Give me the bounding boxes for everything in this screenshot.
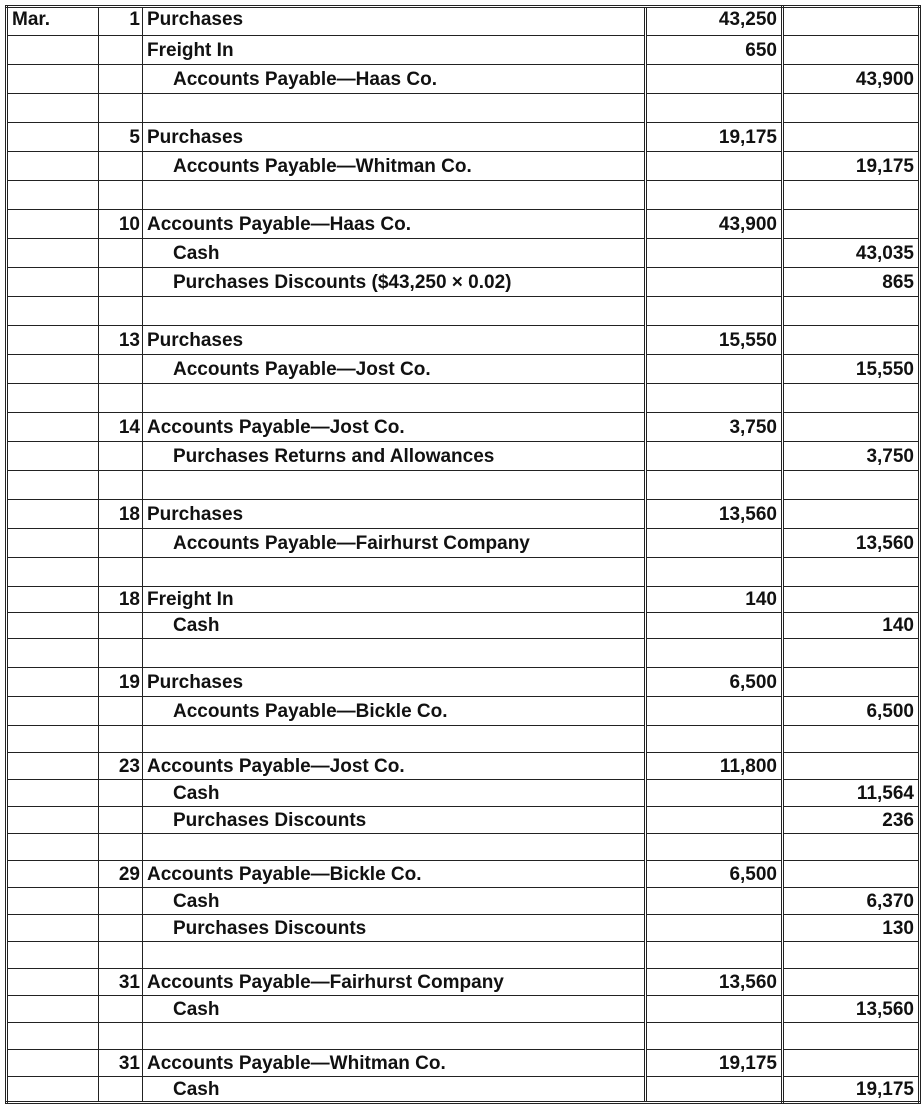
entry-day: [99, 697, 143, 726]
entry-day: [99, 94, 143, 123]
journal-row: [7, 780, 920, 807]
account-title: Purchases: [143, 123, 646, 152]
account-title: Purchases: [143, 500, 646, 529]
entry-day: [99, 888, 143, 915]
journal-row: [7, 639, 920, 668]
entry-day: [99, 152, 143, 181]
entry-month: [7, 297, 99, 326]
credit-amount: 19,175: [783, 152, 920, 181]
credit-amount: [783, 587, 920, 613]
debit-amount: 15,550: [646, 326, 783, 355]
debit-amount: [646, 384, 783, 413]
journal-row: [7, 152, 920, 181]
account-title: Freight In: [143, 587, 646, 613]
entry-day: [99, 639, 143, 668]
entry-month: [7, 94, 99, 123]
debit-amount: 3,750: [646, 413, 783, 442]
debit-amount: [646, 915, 783, 942]
credit-amount: 3,750: [783, 442, 920, 471]
entry-month: [7, 500, 99, 529]
credit-amount: [783, 384, 920, 413]
debit-amount: [646, 181, 783, 210]
entry-day: 5: [99, 123, 143, 152]
account-title: Accounts Payable—Bickle Co.: [143, 697, 646, 726]
credit-amount: 130: [783, 915, 920, 942]
debit-amount: [646, 529, 783, 558]
debit-amount: 43,250: [646, 7, 783, 36]
account-title: [143, 942, 646, 969]
journal-row: [7, 123, 920, 152]
journal-row: [7, 268, 920, 297]
credit-amount: 140: [783, 613, 920, 639]
credit-amount: [783, 123, 920, 152]
journal-row: [7, 239, 920, 268]
credit-amount: [783, 210, 920, 239]
journal-row: [7, 888, 920, 915]
credit-amount: [783, 94, 920, 123]
journal-table: [5, 5, 921, 1104]
journal-row: [7, 94, 920, 123]
entry-day: [99, 297, 143, 326]
debit-amount: [646, 697, 783, 726]
debit-amount: 11,800: [646, 753, 783, 780]
credit-amount: [783, 834, 920, 861]
entry-month: [7, 969, 99, 996]
entry-month: [7, 834, 99, 861]
debit-amount: [646, 268, 783, 297]
entry-day: [99, 942, 143, 969]
journal-row: [7, 697, 920, 726]
entry-month: [7, 587, 99, 613]
entry-month: [7, 613, 99, 639]
credit-amount: [783, 558, 920, 587]
account-title: Accounts Payable—Jost Co.: [143, 355, 646, 384]
entry-month: [7, 996, 99, 1023]
debit-amount: [646, 1077, 783, 1103]
credit-amount: [783, 726, 920, 753]
account-title: Cash: [143, 996, 646, 1023]
entry-day: [99, 65, 143, 94]
account-title: Accounts Payable—Whitman Co.: [143, 152, 646, 181]
journal-row: [7, 181, 920, 210]
entry-month: [7, 210, 99, 239]
account-title: [143, 558, 646, 587]
account-title: [143, 1023, 646, 1050]
debit-amount: [646, 297, 783, 326]
debit-amount: [646, 1023, 783, 1050]
credit-amount: [783, 1023, 920, 1050]
credit-amount: 43,900: [783, 65, 920, 94]
debit-amount: 140: [646, 587, 783, 613]
account-title: Purchases: [143, 668, 646, 697]
journal-row: [7, 1023, 920, 1050]
debit-amount: [646, 65, 783, 94]
account-title: Accounts Payable—Haas Co.: [143, 65, 646, 94]
debit-amount: [646, 639, 783, 668]
account-title: Freight In: [143, 36, 646, 65]
debit-amount: [646, 834, 783, 861]
entry-day: 23: [99, 753, 143, 780]
credit-amount: [783, 668, 920, 697]
account-title: [143, 297, 646, 326]
credit-amount: [783, 297, 920, 326]
debit-amount: [646, 442, 783, 471]
account-title: Cash: [143, 780, 646, 807]
journal-row: [7, 1050, 920, 1077]
credit-amount: 236: [783, 807, 920, 834]
debit-amount: [646, 239, 783, 268]
entry-month: [7, 65, 99, 94]
journal-row: [7, 668, 920, 697]
debit-amount: [646, 942, 783, 969]
account-title: Accounts Payable—Whitman Co.: [143, 1050, 646, 1077]
credit-amount: [783, 639, 920, 668]
entry-month: [7, 1077, 99, 1103]
entry-month: [7, 123, 99, 152]
account-title: Accounts Payable—Jost Co.: [143, 413, 646, 442]
entry-day: 14: [99, 413, 143, 442]
entry-month: [7, 326, 99, 355]
entry-day: [99, 780, 143, 807]
debit-amount: [646, 94, 783, 123]
credit-amount: [783, 181, 920, 210]
credit-amount: [783, 753, 920, 780]
debit-amount: 6,500: [646, 861, 783, 888]
credit-amount: [783, 471, 920, 500]
journal-row: [7, 587, 920, 613]
entry-month: [7, 181, 99, 210]
entry-day: 1: [99, 7, 143, 36]
entry-month: [7, 1023, 99, 1050]
entry-day: [99, 996, 143, 1023]
entry-day: 18: [99, 500, 143, 529]
debit-amount: 6,500: [646, 668, 783, 697]
credit-amount: [783, 36, 920, 65]
debit-amount: [646, 780, 783, 807]
journal-row: [7, 384, 920, 413]
entry-month: [7, 697, 99, 726]
entry-month: [7, 355, 99, 384]
credit-amount: [783, 413, 920, 442]
entry-month: Mar.: [7, 7, 99, 36]
entry-day: 10: [99, 210, 143, 239]
credit-amount: [783, 326, 920, 355]
account-title: Accounts Payable—Jost Co.: [143, 753, 646, 780]
account-title: Cash: [143, 613, 646, 639]
credit-amount: 11,564: [783, 780, 920, 807]
account-title: Accounts Payable—Fairhurst Company: [143, 529, 646, 558]
debit-amount: [646, 726, 783, 753]
journal-row: [7, 996, 920, 1023]
debit-amount: 13,560: [646, 969, 783, 996]
entry-day: [99, 807, 143, 834]
credit-amount: [783, 942, 920, 969]
journal-row: [7, 36, 920, 65]
credit-amount: 6,500: [783, 697, 920, 726]
entry-day: 13: [99, 326, 143, 355]
entry-day: [99, 355, 143, 384]
journal-row: [7, 753, 920, 780]
entry-day: [99, 558, 143, 587]
entry-day: [99, 239, 143, 268]
journal-row: [7, 442, 920, 471]
entry-month: [7, 942, 99, 969]
journal-row: [7, 326, 920, 355]
account-title: [143, 471, 646, 500]
journal-row: [7, 355, 920, 384]
journal-row: [7, 471, 920, 500]
entry-day: [99, 268, 143, 297]
debit-amount: [646, 152, 783, 181]
debit-amount: [646, 558, 783, 587]
journal-row: [7, 969, 920, 996]
account-title: Accounts Payable—Haas Co.: [143, 210, 646, 239]
entry-day: 31: [99, 1050, 143, 1077]
journal-row: [7, 7, 920, 36]
debit-amount: [646, 888, 783, 915]
account-title: Cash: [143, 1077, 646, 1103]
credit-amount: [783, 7, 920, 36]
entry-day: 19: [99, 668, 143, 697]
journal-row: [7, 1077, 920, 1103]
journal-row: [7, 726, 920, 753]
entry-day: [99, 726, 143, 753]
entry-month: [7, 753, 99, 780]
journal-row: [7, 529, 920, 558]
entry-month: [7, 239, 99, 268]
account-title: Purchases Discounts: [143, 915, 646, 942]
debit-amount: [646, 355, 783, 384]
debit-amount: [646, 613, 783, 639]
entry-day: [99, 1077, 143, 1103]
debit-amount: 19,175: [646, 123, 783, 152]
credit-amount: [783, 1050, 920, 1077]
journal-body: [7, 7, 920, 1103]
entry-month: [7, 152, 99, 181]
entry-month: [7, 726, 99, 753]
entry-day: 29: [99, 861, 143, 888]
account-title: [143, 726, 646, 753]
entry-day: [99, 442, 143, 471]
account-title: Purchases: [143, 326, 646, 355]
journal-row: [7, 807, 920, 834]
entry-month: [7, 915, 99, 942]
entry-day: [99, 471, 143, 500]
journal-row: [7, 297, 920, 326]
entry-day: [99, 1023, 143, 1050]
entry-day: [99, 181, 143, 210]
credit-amount: [783, 500, 920, 529]
credit-amount: 6,370: [783, 888, 920, 915]
account-title: [143, 94, 646, 123]
credit-amount: [783, 969, 920, 996]
journal-row: [7, 65, 920, 94]
entry-day: [99, 36, 143, 65]
entry-month: [7, 529, 99, 558]
account-title: Accounts Payable—Bickle Co.: [143, 861, 646, 888]
entry-month: [7, 36, 99, 65]
debit-amount: [646, 996, 783, 1023]
credit-amount: 19,175: [783, 1077, 920, 1103]
debit-amount: 650: [646, 36, 783, 65]
entry-month: [7, 807, 99, 834]
entry-day: 18: [99, 587, 143, 613]
journal-row: [7, 915, 920, 942]
entry-day: [99, 384, 143, 413]
credit-amount: 13,560: [783, 529, 920, 558]
debit-amount: [646, 807, 783, 834]
entry-month: [7, 413, 99, 442]
journal-row: [7, 210, 920, 239]
account-title: [143, 639, 646, 668]
account-title: Purchases Discounts: [143, 807, 646, 834]
entry-month: [7, 442, 99, 471]
journal-row: [7, 613, 920, 639]
credit-amount: 15,550: [783, 355, 920, 384]
account-title: Cash: [143, 888, 646, 915]
entry-month: [7, 888, 99, 915]
credit-amount: 865: [783, 268, 920, 297]
entry-day: [99, 915, 143, 942]
entry-month: [7, 639, 99, 668]
entry-month: [7, 384, 99, 413]
account-title: Purchases Discounts ($43,250 × 0.02): [143, 268, 646, 297]
account-title: Purchases: [143, 7, 646, 36]
debit-amount: 13,560: [646, 500, 783, 529]
debit-amount: 19,175: [646, 1050, 783, 1077]
journal-row: [7, 834, 920, 861]
entry-month: [7, 471, 99, 500]
entry-month: [7, 861, 99, 888]
account-title: Accounts Payable—Fairhurst Company: [143, 969, 646, 996]
entry-month: [7, 268, 99, 297]
journal-row: [7, 861, 920, 888]
account-title: Purchases Returns and Allowances: [143, 442, 646, 471]
credit-amount: 13,560: [783, 996, 920, 1023]
account-title: [143, 384, 646, 413]
journal-row: [7, 500, 920, 529]
journal-row: [7, 558, 920, 587]
account-title: [143, 834, 646, 861]
journal-row: [7, 413, 920, 442]
entry-day: [99, 613, 143, 639]
debit-amount: 43,900: [646, 210, 783, 239]
entry-month: [7, 558, 99, 587]
journal-row: [7, 942, 920, 969]
account-title: Cash: [143, 239, 646, 268]
entry-month: [7, 780, 99, 807]
entry-day: 31: [99, 969, 143, 996]
entry-day: [99, 529, 143, 558]
entry-month: [7, 668, 99, 697]
account-title: [143, 181, 646, 210]
entry-day: [99, 834, 143, 861]
entry-month: [7, 1050, 99, 1077]
credit-amount: [783, 861, 920, 888]
credit-amount: 43,035: [783, 239, 920, 268]
debit-amount: [646, 471, 783, 500]
